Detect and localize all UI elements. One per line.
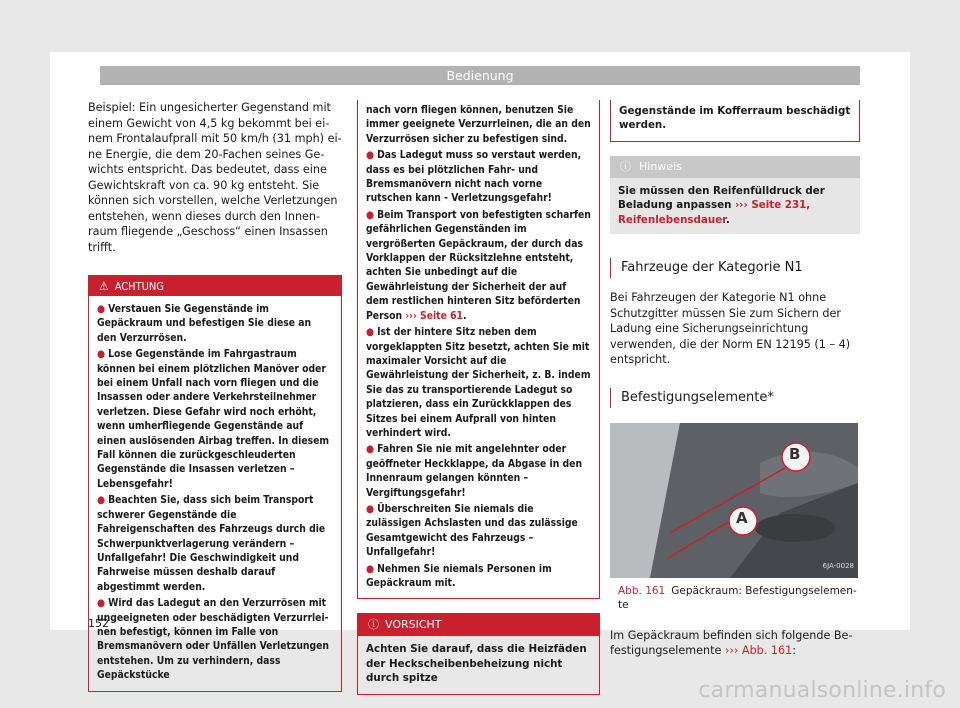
page-reference-link[interactable]: ››› Seite 231, Reifenlebensdauer — [618, 199, 811, 226]
page-header: Bedienung — [100, 66, 860, 85]
warning-bullet: ● Fahren Sie nie mit angelehnter oder geöffneter Heckklappe, da Abgase in den Innenraum gelangen könnten – Vergiftungsgefahr! — [366, 443, 583, 499]
column-1 — [88, 100, 342, 692]
warning-box-continued — [357, 100, 600, 599]
warning-bullet: ● Verstauen Sie Gegenstände im Gepäckraum und befestigen Sie diese an den Verzurrösen. — [97, 303, 312, 344]
warning-title: ACHTUNG — [114, 280, 164, 293]
warning-bullet: ● Das Ladegut muss so verstaut werden, dass es bei plötzlichen Fahr- und Bremsmanövern nicht nach vorne rutschen kann - Verletzungsgefahr! — [366, 149, 582, 205]
warning-body-continued — [358, 100, 599, 598]
caution-header — [358, 614, 599, 636]
caution-body-continued: Gegenstände im Kofferraum beschädigt werden. — [619, 105, 851, 132]
warning-bullet: ● Lose Gegenstände im Fahrgastraum können bei einem plötzlichen Manöver oder bei einem Unfall nach vorn fliegen und die Insassen oder andere Verkehrsteilnehmer verletzen. Diese Gefahr wird noch erhöht, wenn umherfliegende Gegenstände auf einen auslösenden Airbag treffen. In diesem Fall können die zurückgeschleuderten Gegenstände die Insassen verletzen – Lebensgefahr! — [97, 348, 330, 490]
hint-header — [610, 156, 860, 178]
warning-continued-text: nach vorn fliegen können, benutzen Sie immer geeignete Verzurrleinen, die an den Verzurrösen sicher zu befestigen sind. — [366, 104, 591, 145]
info-circle-icon: ⓘ — [368, 618, 379, 632]
warning-bullet: ● Beachten Sie, dass sich beim Transport schwerer Gegenstände die Fahreigenschaften des Fahrzeugs durch die Schwerpunktverlagerung verändern – Unfallgefahr! Die Geschwindigkeit und Fahrweise müssen deshalb darauf abgestimmt werden. — [97, 494, 326, 593]
section-title-n1: Fahrzeuge der Kategorie N1 — [610, 258, 860, 278]
page-reference-link[interactable]: ››› Seite 61 — [405, 309, 463, 322]
figure-reference-link[interactable]: ››› Abb. 161 — [724, 644, 793, 658]
column-3 — [610, 100, 860, 659]
warning-box — [88, 275, 342, 692]
bullet-dot-icon: ● — [97, 597, 106, 610]
warning-triangle-icon: ⚠ — [99, 279, 109, 293]
caution-box — [357, 613, 600, 694]
warning-bullet: ● Beim Transport von befestigten scharfen gefährlichen Gegenständen im vergrößerten Gepäckraum, der durch das Vorklappen der Rücksitzlehne entsteht, achten Sie unbedingt auf die Gewährleistung der Sicherheit der auf dem restlichen hinteren Sitz beförderten Person ››› Seite 61. — [366, 208, 591, 322]
intro-paragraph: Beispiel: Ein ungesicherter Gegenstand mit einem Gewicht von 4,5 kg bekommt bei einem Frontalaufprall mit 50 km/h (31 mph) eine Energie, die dem 20-Fachen seines Gewichts entspricht. Das bedeutet, dass eine Gewichtskraft von ca. 90 kg entsteht. Sie können sich vorstellen, welche Verletzungen entstehen, wenn dieses durch den Innenraum fliegende „Geschoss“ einen Insassen trifft. — [88, 101, 342, 254]
warning-bullet: ● Ist der hintere Sitz neben dem vorgeklappten Sitz besetzt, achten Sie mit maximaler Vorsicht auf die Gewährleistung der Sicherheit, z. B. indem Sie das zu transportierende Ladegut so platzieren, dass ein Zurückklappen des Sitzes bei einem Aufprall von hinten verhindert wird. — [366, 326, 591, 439]
warning-body — [89, 296, 341, 691]
callout-b-label: B — [789, 444, 801, 463]
column-2 — [357, 100, 600, 695]
bullet-dot-icon: ● — [97, 348, 106, 361]
warning-bullet: ● Nehmen Sie niemals Personen im Gepäckraum mit. — [366, 562, 552, 589]
bullet-dot-icon: ● — [366, 502, 375, 515]
hint-title: Hinweis — [639, 159, 682, 173]
figure-caption — [610, 584, 860, 612]
hint-body: Sie müssen den Reifenfülldruck der Beladung anpassen ››› Seite 231, Reifenlebensdauer. — [618, 184, 825, 226]
hint-box — [610, 156, 860, 234]
figure-code: 6JA-0028 — [822, 562, 854, 571]
warning-bullet: ● Überschreiten Sie niemals die zulässigen Achslasten und das zulässige Gesamtgewicht des Fahrzeugs – Unfallgefahr! — [366, 502, 578, 559]
bullet-dot-icon: ● — [366, 149, 375, 162]
warning-bullet: ● Wird das Ladegut an den Verzurrösen mit ungeeigneten oder beschädigten Verzurrleinen befestigt, können im Falle von Bremsmanövern oder Unfällen Verletzungen entstehen. Um zu verhindern, dass Gepäckstücke — [97, 597, 330, 682]
warning-header — [89, 276, 341, 296]
caution-body: Achten Sie darauf, dass die Heizfäden der Heckscheibenbeheizung nicht durch spitze — [366, 643, 587, 685]
trunk-figure — [610, 423, 858, 578]
bullet-dot-icon: ● — [366, 326, 375, 339]
caution-box-continued — [610, 100, 860, 142]
caution-title: VORSICHT — [385, 618, 442, 632]
bullet-dot-icon: ● — [366, 208, 375, 221]
fastening-intro-paragraph: Im Gepäckraum befinden sich folgende Befestigungselemente ››› Abb. 161: — [610, 628, 853, 658]
page-number: 152 — [88, 617, 109, 630]
section-title-fastening: Befestigungselemente* — [610, 388, 860, 408]
callout-a-label: A — [736, 508, 748, 527]
bullet-dot-icon: ● — [366, 562, 375, 575]
trunk-illustration — [610, 423, 858, 578]
figure-caption-label: Abb. 161 — [618, 584, 666, 597]
bullet-dot-icon: ● — [366, 443, 375, 456]
figure-caption-text: Gepäckraum: Befestigungselemente — [618, 584, 857, 611]
section-n1-paragraph: Bei Fahrzeugen der Kategorie N1 ohne Schutzgitter müssen Sie zum Sichern der Ladung eine Sicherungseinrichtung verwenden, die der Norm EN 12195 (1 – 4) entspricht. — [610, 291, 851, 367]
bullet-dot-icon: ● — [97, 494, 106, 507]
watermark: carmanualsonline.info — [698, 678, 946, 703]
info-square-icon: ⓘ — [620, 159, 631, 173]
bullet-dot-icon: ● — [97, 303, 106, 315]
